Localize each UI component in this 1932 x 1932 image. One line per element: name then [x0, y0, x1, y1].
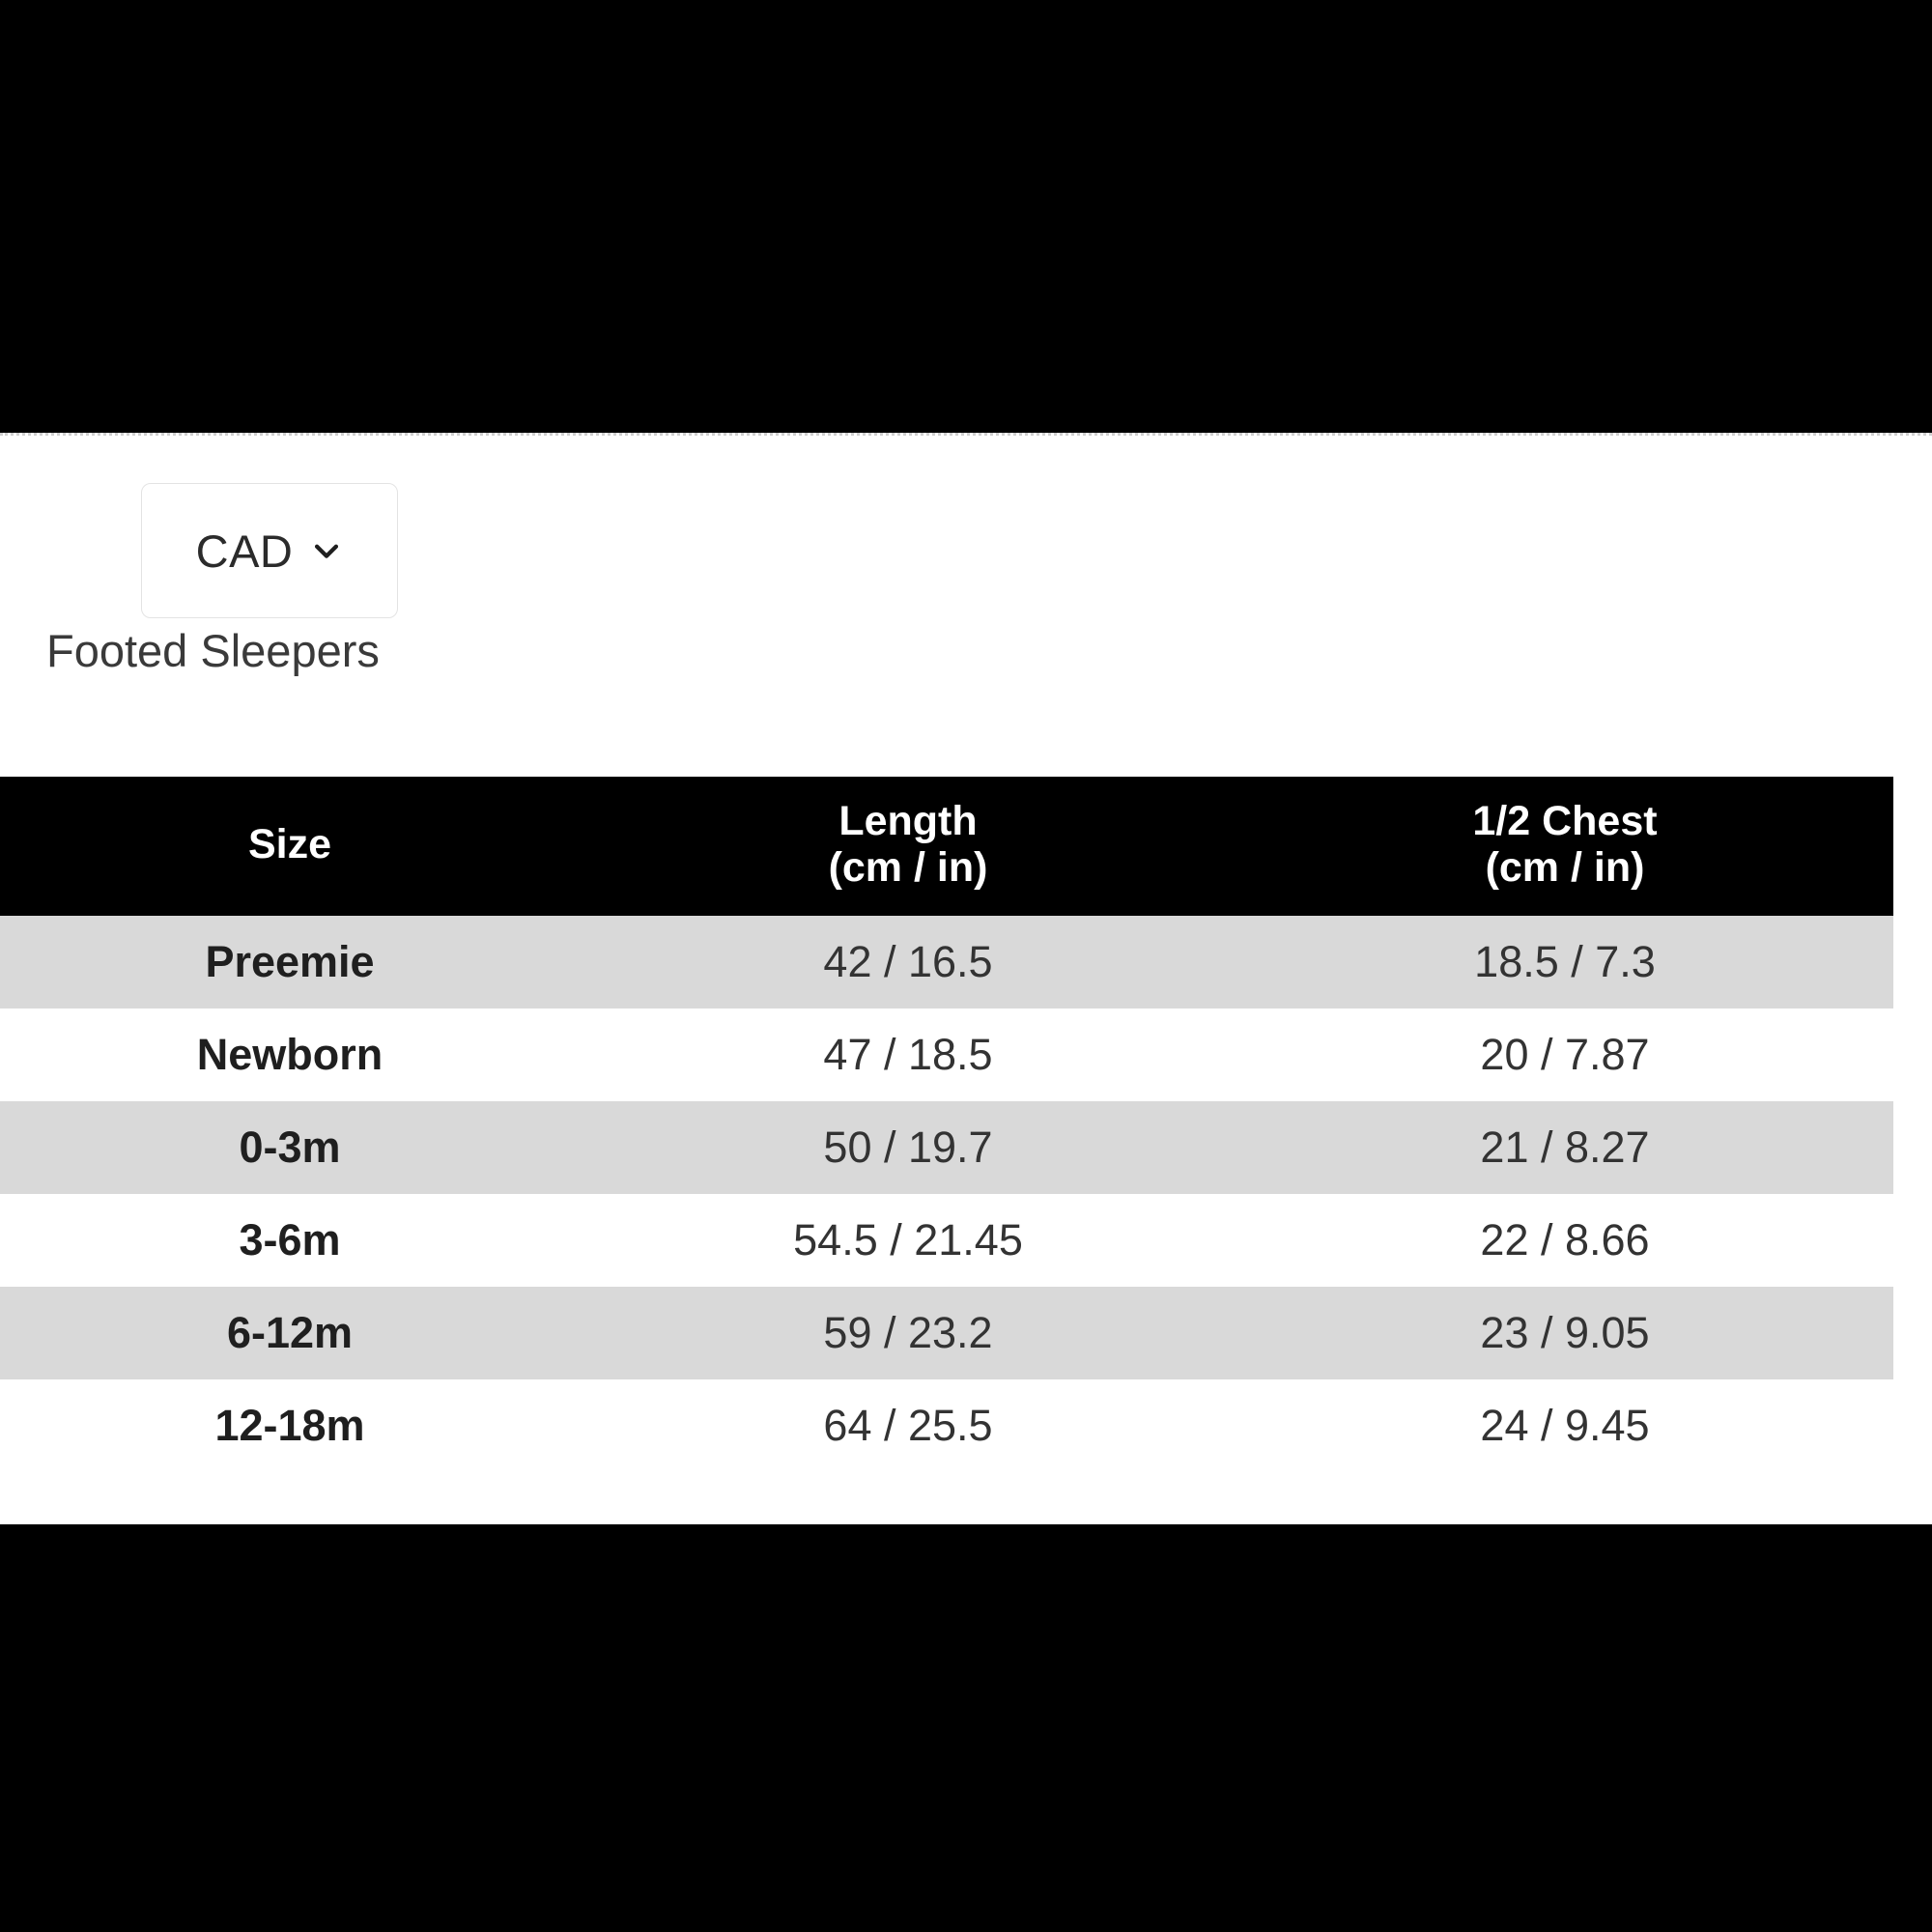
- column-header-length: [580, 777, 1236, 916]
- cell-chest: 22 / 8.66: [1236, 1194, 1893, 1287]
- panel-top-divider: [0, 433, 1932, 436]
- table-row: [0, 1194, 1893, 1287]
- column-header-size-line1: Size: [247, 821, 332, 868]
- size-chart-panel: [0, 433, 1932, 1524]
- cell-length: 50 / 19.7: [580, 1101, 1236, 1194]
- size-chart-table: [0, 777, 1893, 1472]
- chart-subtitle: Footed Sleepers: [46, 625, 380, 676]
- cell-length: 64 / 25.5: [580, 1379, 1236, 1472]
- column-header-size: [0, 777, 580, 916]
- table-row: [0, 1287, 1893, 1379]
- cell-size: 0-3m: [0, 1101, 580, 1194]
- cell-chest: 24 / 9.45: [1236, 1379, 1893, 1472]
- column-header-chest: [1236, 777, 1893, 916]
- table-header-row: [0, 777, 1893, 916]
- column-header-length-line2: (cm / in): [828, 844, 988, 892]
- cell-length: 54.5 / 21.45: [580, 1194, 1236, 1287]
- table-body: [0, 916, 1893, 1472]
- table-header: [0, 777, 1893, 916]
- table-row: [0, 1379, 1893, 1472]
- cell-length: 59 / 23.2: [580, 1287, 1236, 1379]
- column-header-chest-line1: 1/2 Chest: [1472, 798, 1658, 844]
- cell-size: Newborn: [0, 1009, 580, 1101]
- table-row: [0, 1009, 1893, 1101]
- cell-size: 12-18m: [0, 1379, 580, 1472]
- cell-length: 42 / 16.5: [580, 916, 1236, 1009]
- table-row: [0, 916, 1893, 1009]
- cell-chest: 23 / 9.05: [1236, 1287, 1893, 1379]
- currency-select[interactable]: [141, 483, 398, 618]
- cell-size: 6-12m: [0, 1287, 580, 1379]
- cell-chest: 18.5 / 7.3: [1236, 916, 1893, 1009]
- chevron-down-icon: [310, 534, 343, 567]
- cell-length: 47 / 18.5: [580, 1009, 1236, 1101]
- table-row: [0, 1101, 1893, 1194]
- cell-chest: 21 / 8.27: [1236, 1101, 1893, 1194]
- cell-size: 3-6m: [0, 1194, 580, 1287]
- column-header-chest-line2: (cm / in): [1485, 844, 1645, 892]
- currency-select-value: CAD: [195, 525, 294, 577]
- column-header-length-line1: Length: [838, 798, 978, 844]
- cell-size: Preemie: [0, 916, 580, 1009]
- cell-chest: 20 / 7.87: [1236, 1009, 1893, 1101]
